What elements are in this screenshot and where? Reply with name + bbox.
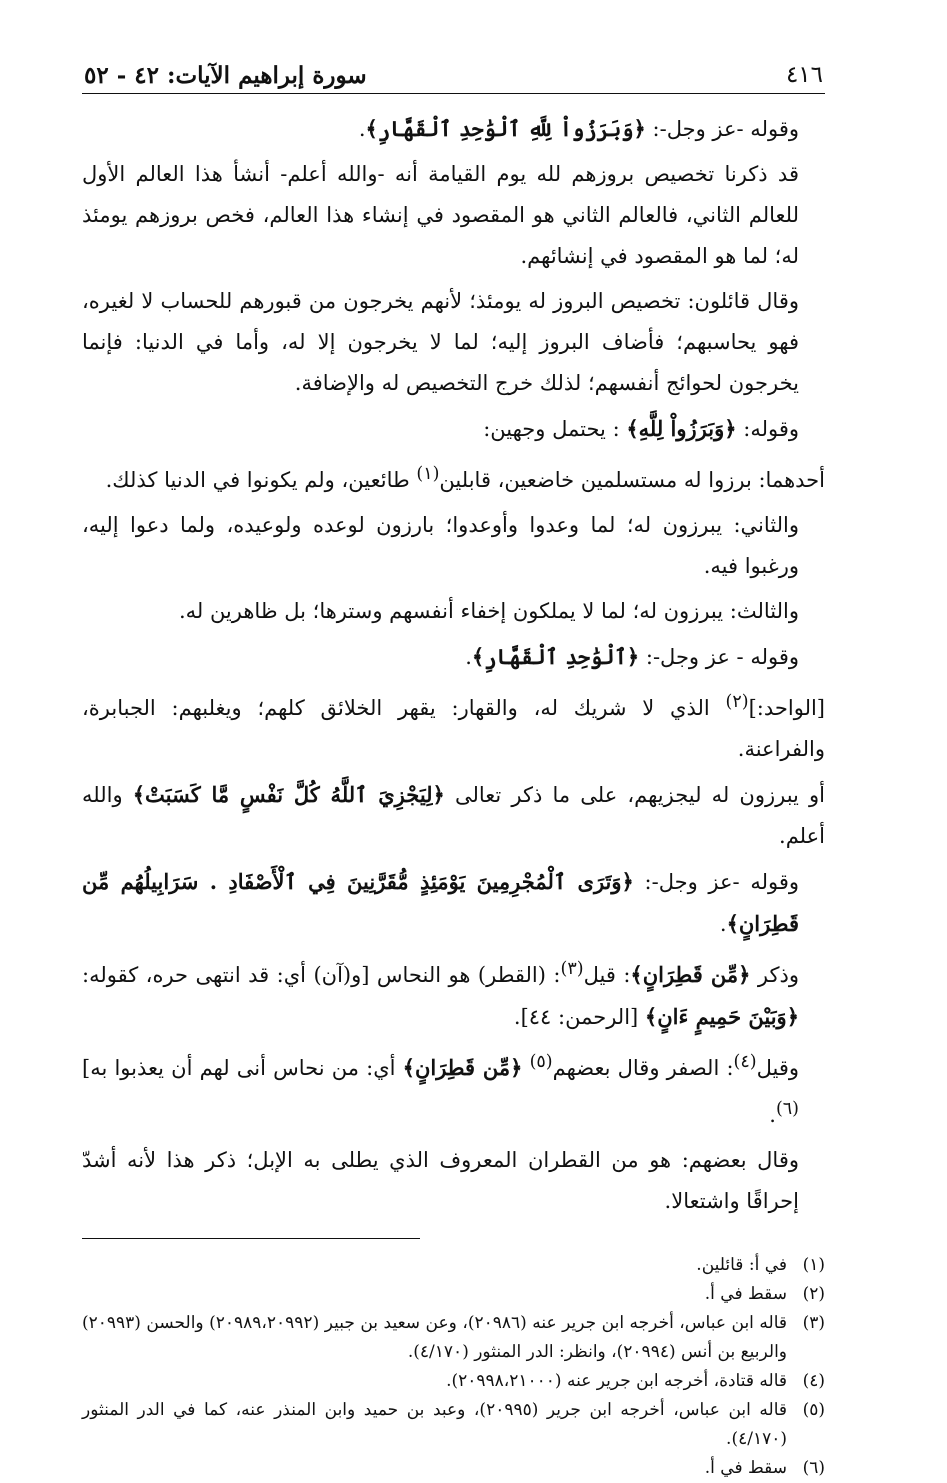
text-run: [الواحد:] [748, 696, 825, 720]
footnote-text: قاله قتادة، أخرجه ابن جرير عنه (٢٠٩٩٨،٢١٠٠٠). [446, 1371, 787, 1391]
text-run: وقوله -عز وجل-: [633, 870, 800, 894]
text-run: . [358, 117, 366, 141]
paragraph [82, 636, 825, 678]
quran-quote: ﴿وَبَيْنَ حَمِيمٍ ءَانٍ﴾ [644, 1004, 799, 1029]
footnote [82, 1251, 825, 1280]
text-run: [الرحمن: ٤٤]. [513, 1005, 645, 1029]
text-run: طائعين، ولم يكونوا في الدنيا كذلك. [105, 468, 417, 492]
text-run: والثاني: يبرزون له؛ لما وعدوا وأوعدوا؛ بارزون لوعده ولوعيده، ولما دعوا إليه، ورغبوا فيه. [82, 513, 799, 578]
footnote-text: في أ: قائلين. [696, 1255, 787, 1275]
paragraph [82, 454, 825, 501]
text-run: وقوله: [736, 417, 799, 441]
footnote-number: (٤) [802, 1371, 825, 1391]
quran-quote: ﴿ٱلْوَٰحِدِ ٱلْقَهَّارِ﴾ [471, 644, 640, 669]
paragraph [82, 154, 825, 277]
paragraph [82, 1042, 825, 1136]
footnote [82, 1367, 825, 1396]
footnote-ref: (٤) [733, 1052, 757, 1072]
paragraph [82, 505, 825, 587]
text-run: والثالث: يبرزون له؛ لما لا يملكون إخفاء أنفسهم وسترها؛ بل ظاهرين له. [178, 599, 799, 623]
text-run: والله أعلم. [82, 783, 825, 848]
text-run: أي: من نحاس أنى لهم أن يعذبوا به] [82, 1056, 403, 1080]
quran-quote: ﴿وَبَرَزُواْ لِلَّهِ ٱلْوَٰحِدِ ٱلْقَهَّارِ﴾ [365, 116, 646, 141]
paragraph [82, 1140, 825, 1222]
paragraph [82, 281, 825, 404]
paragraph [82, 591, 825, 632]
footnote-ref: (٣) [560, 959, 584, 979]
footnote [82, 1309, 825, 1367]
footnote-number: (٦) [802, 1458, 825, 1478]
text-run: قد ذكرنا تخصيص بروزهم لله يوم القيامة أنه -والله أعلم- أنشأ هذا العالم الأول للعالم الثاني، فالعالم الثاني هو المقصود في إنشاء هذا العالم، فخص بروزهم يومئذ له؛ لما هو المقصود في إنشائهم. [82, 162, 799, 268]
footnote-ref: (١) [416, 464, 440, 484]
quran-quote: ﴿لِيَجْزِيَ ٱللَّهُ كُلَّ نَفْسٍ مَّا كَسَبَتْ﴾ [132, 782, 445, 807]
footnote-ref: (٦) [775, 1099, 799, 1119]
footnote-ref: (٥) [529, 1052, 553, 1072]
text-run: : قيل [583, 963, 631, 987]
paragraph [82, 861, 825, 945]
footnote-text: قاله ابن عباس، أخرجه ابن جرير عنه (٢٠٩٨٦)، وعن سعيد بن جبير (٢٠٩٨٩،٢٠٩٩٢) والحسن (٢٠٩٩٣) والربيع بن أنس (٢٠٩٩٤)، وانظر: الدر المنثور (٤/١٧٠). [82, 1313, 788, 1362]
text-run: وقال بعضهم: هو من القطران المعروف الذي يطلى به الإبل؛ ذكر هذا لأنه أشدّ إحراقًا واشتعالا. [82, 1148, 799, 1213]
page-number: ٤١٦ [785, 61, 823, 88]
text-run: وقال قائلون: تخصيص البروز له يومئذ؛ لأنهم يخرجون من قبورهم للحساب لا لغيره، فهو يحاسبهم؛ فأضاف البروز إليه؛ لما لا يخرجون إلا له، وأما في الدنيا: فإنما يخرجون لحوائج أنفسهم؛ لذلك خرج التخصيص له والإضافة. [82, 289, 799, 395]
footnote-text: سقط في أ. [704, 1284, 787, 1304]
running-title: سورة إبراهيم الآيات: ٤٢ - ٥٢ [84, 61, 367, 89]
text-run: : يحتمل وجهين: [483, 417, 627, 441]
quran-quote: ﴿مِّن قَطِرَانٍ﴾ [630, 962, 751, 987]
text-run: . [769, 1103, 776, 1127]
paragraph [82, 408, 825, 450]
footnote-ref: (٢) [725, 692, 749, 712]
text-run: : (القطر) هو النحاس [و(آن) أي: قد انتهى حره، كقوله: [82, 963, 561, 987]
page-header [82, 48, 825, 94]
footnote-number: (٢) [802, 1284, 825, 1304]
quran-quote: ﴿وَتَرَى ٱلْمُجْرِمِينَ يَوْمَئِذٍ مُّقَرَّنِينَ فِي ٱلْأَصْفَادِ . سَرَابِيلُهُم مِّن قَطِرَانٍ﴾ [82, 869, 799, 936]
footnote-text: قاله ابن عباس، أخرجه ابن جرير (٢٠٩٩٥)، وعبد بن حميد وابن المنذر عنه، كما في الدر المنثور (٤/١٧٠). [82, 1400, 788, 1449]
text-run [522, 1056, 529, 1080]
text-run: وقيل [756, 1056, 800, 1080]
paragraph [82, 949, 825, 1038]
text-run: وذكر [750, 963, 800, 987]
text-run: . [465, 645, 472, 669]
paragraph [82, 682, 825, 770]
paragraph [82, 108, 825, 150]
footnote-number: (٣) [802, 1313, 825, 1333]
text-run: : الصفر وقال بعضهم [552, 1056, 734, 1080]
footnote [82, 1454, 825, 1483]
footnote [82, 1280, 825, 1309]
footnote-number: (٥) [802, 1400, 825, 1420]
quran-quote: ﴿وَبَرَزُواْ لِلَّهِ﴾ [626, 416, 737, 441]
footnote-separator [82, 1238, 420, 1239]
text-run: وقوله -عز وجل-: [645, 117, 799, 141]
footnotes [82, 1251, 825, 1483]
paragraph [82, 774, 825, 857]
footnote-text: سقط في أ. [704, 1458, 787, 1478]
text-run: أو يبرزون له ليجزيهم، على ما ذكر تعالى [444, 783, 825, 807]
text-run: أحدهما: برزوا له مستسلمين خاضعين، قابلين [439, 468, 825, 492]
text-run: . [719, 912, 727, 936]
quran-quote: ﴿مِّن قَطِرَانٍ﴾ [402, 1055, 523, 1080]
footnote-number: (١) [802, 1255, 825, 1275]
text-run: وقوله - عز وجل-: [639, 645, 799, 669]
text-run: الذي لا شريك له، والقهار: يقهر الخلائق كلهم؛ ويغلبهم: الجبابرة، والفراعنة. [82, 696, 825, 761]
main-text [82, 108, 825, 1222]
footnote [82, 1396, 825, 1454]
